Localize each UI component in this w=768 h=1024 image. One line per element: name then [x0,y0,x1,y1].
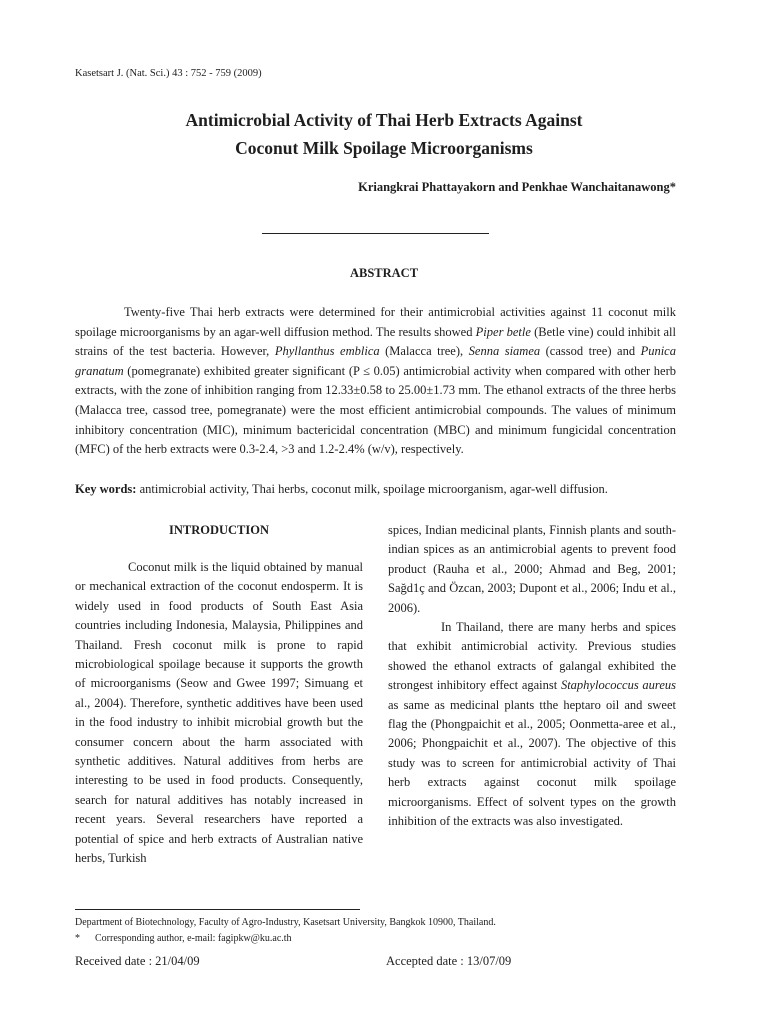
journal-citation: Kasetsart J. (Nat. Sci.) 43 : 752 - 759 (2009) [75,68,262,79]
title-line-1: Antimicrobial Activity of Thai Herb Extracts Against [185,110,583,130]
abstract-text-5: (pomegranate) exhibited greater significant (P ≤ 0.05) antimicrobial activity when compared with other herb extracts, with the zone of inhibition ranging from 12.33±0.58 to 25.00±1.73 mm. The ethanol extracts of the three herbs (Malacca tree, cassod tree, pomegranate) were the most efficient antimicrobial compounds. The values of minimum inhibitory concentration (MIC), minimum bactericidal concentration (MBC) and minimum fungicidal concentration (MFC) of the herb extracts were 0.3-2.4, >3 and 1.2-2.4% (w/v), respectively. [75,363,676,457]
abstract-heading: ABSTRACT [349,266,419,280]
intro-paragraph-2 [388,618,676,831]
title-divider [262,233,489,234]
keywords-text: antimicrobial activity, Thai herbs, coconut milk, spoilage microorganism, agar-well diffusion. [136,482,608,496]
abstract-species-3: Senna siamea [468,344,541,359]
abstract-species-2: Phyllanthus emblica [274,344,380,359]
abstract-paragraph [75,303,676,460]
keywords-label: Key words: [75,482,137,496]
received-date: Received date : 21/04/09 [75,954,200,968]
abstract-body [75,303,676,460]
intro-text-b: as same as medicinal plants tthe heptaro oil and sweet flag the (Phongpaichit et al., 2005; Oonmetta-aree et al., 2006; Phongpaichit et al., 2007). The objective of this study was to screen for antimicrobial activity of Thai herb extracts against coconut milk spoilage microorganisms. Effect of solvent types on the growth inhibition of the extracts was also investigated. [388,697,676,829]
corresponding-email: Corresponding author, e-mail: fagipkw@ku.ac.th [95,933,292,944]
introduction-heading: INTRODUCTION [168,523,269,537]
intro-text-a: In Thailand, there are many herbs and spices that exhibit antimicrobial activity. Previous studies showed the ethanol extracts of galangal exhibited the strongest inhibitory effect against [388,620,676,693]
abstract-text-3: (Malacca tree), [379,344,469,359]
abstract-species-4: Punica granatum [75,344,676,378]
intro-paragraph-1: Coconut milk is the liquid obtained by manual or mechanical extraction of the coconut endosperm. It is widely used in food products of South East Asia countries including Indonesia, Malaysia, Philippines and Thailand. Fresh coconut milk is prone to rapid microbiological spoilage because it supports the growth of microorganisms (Seow and Gwee 1997; Simuang et al., 2004). Therefore, synthetic additives have been used in the food industry to inhibit microbial growth but the consumer concern about the harm associated with synthetic additives. Natural additives from herbs are interesting to be used in food products. Consequently, search for natural additives has notably increased in recent years. Several researchers have reported a potential of spice and herb extracts of Australian native herbs, Turkish [75,560,363,866]
paper-title [0,106,768,162]
footnote-divider [75,909,360,910]
abstract-text-4: (cassod tree) and [540,344,641,359]
affiliation-footnote: Department of Biotechnology, Faculty of Agro-Industry, Kasetsart University, Bangkok 10900, Thailand. [75,917,496,928]
abstract-species-1: Piper betle [475,324,531,339]
corresponding-footnote [75,933,292,944]
intro-species: Staphylococcus aureus [560,678,676,693]
intro-paragraph-continued: spices, Indian medicinal plants, Finnish plants and south-indian spices as an antimicrobial agents to prevent food product (Rauha et al., 2000; Ahmad and Beg, 2001; Sağd1ç and Özcan, 2003; Dupont et al., 2006; Indu et al., 2006). [388,523,676,615]
introduction-right-column [388,521,676,832]
introduction-left-column [75,558,363,869]
footnote-star: * [75,933,80,944]
keywords [75,480,676,500]
abstract-text-2: (Betle vine) could inhibit all strains of the test bacteria. However, [75,324,676,359]
authors: Kriangkrai Phattayakorn and Penkhae Wanchaitanawong* [358,180,676,194]
abstract-text-1: Twenty-five Thai herb extracts were determined for their antimicrobial activities against 11 coconut milk spoilage microorganisms by an agar-well diffusion method. The results showed [75,305,676,339]
accepted-date: Accepted date : 13/07/09 [386,954,512,968]
title-line-2: Coconut Milk Spoilage Microorganisms [235,138,533,158]
